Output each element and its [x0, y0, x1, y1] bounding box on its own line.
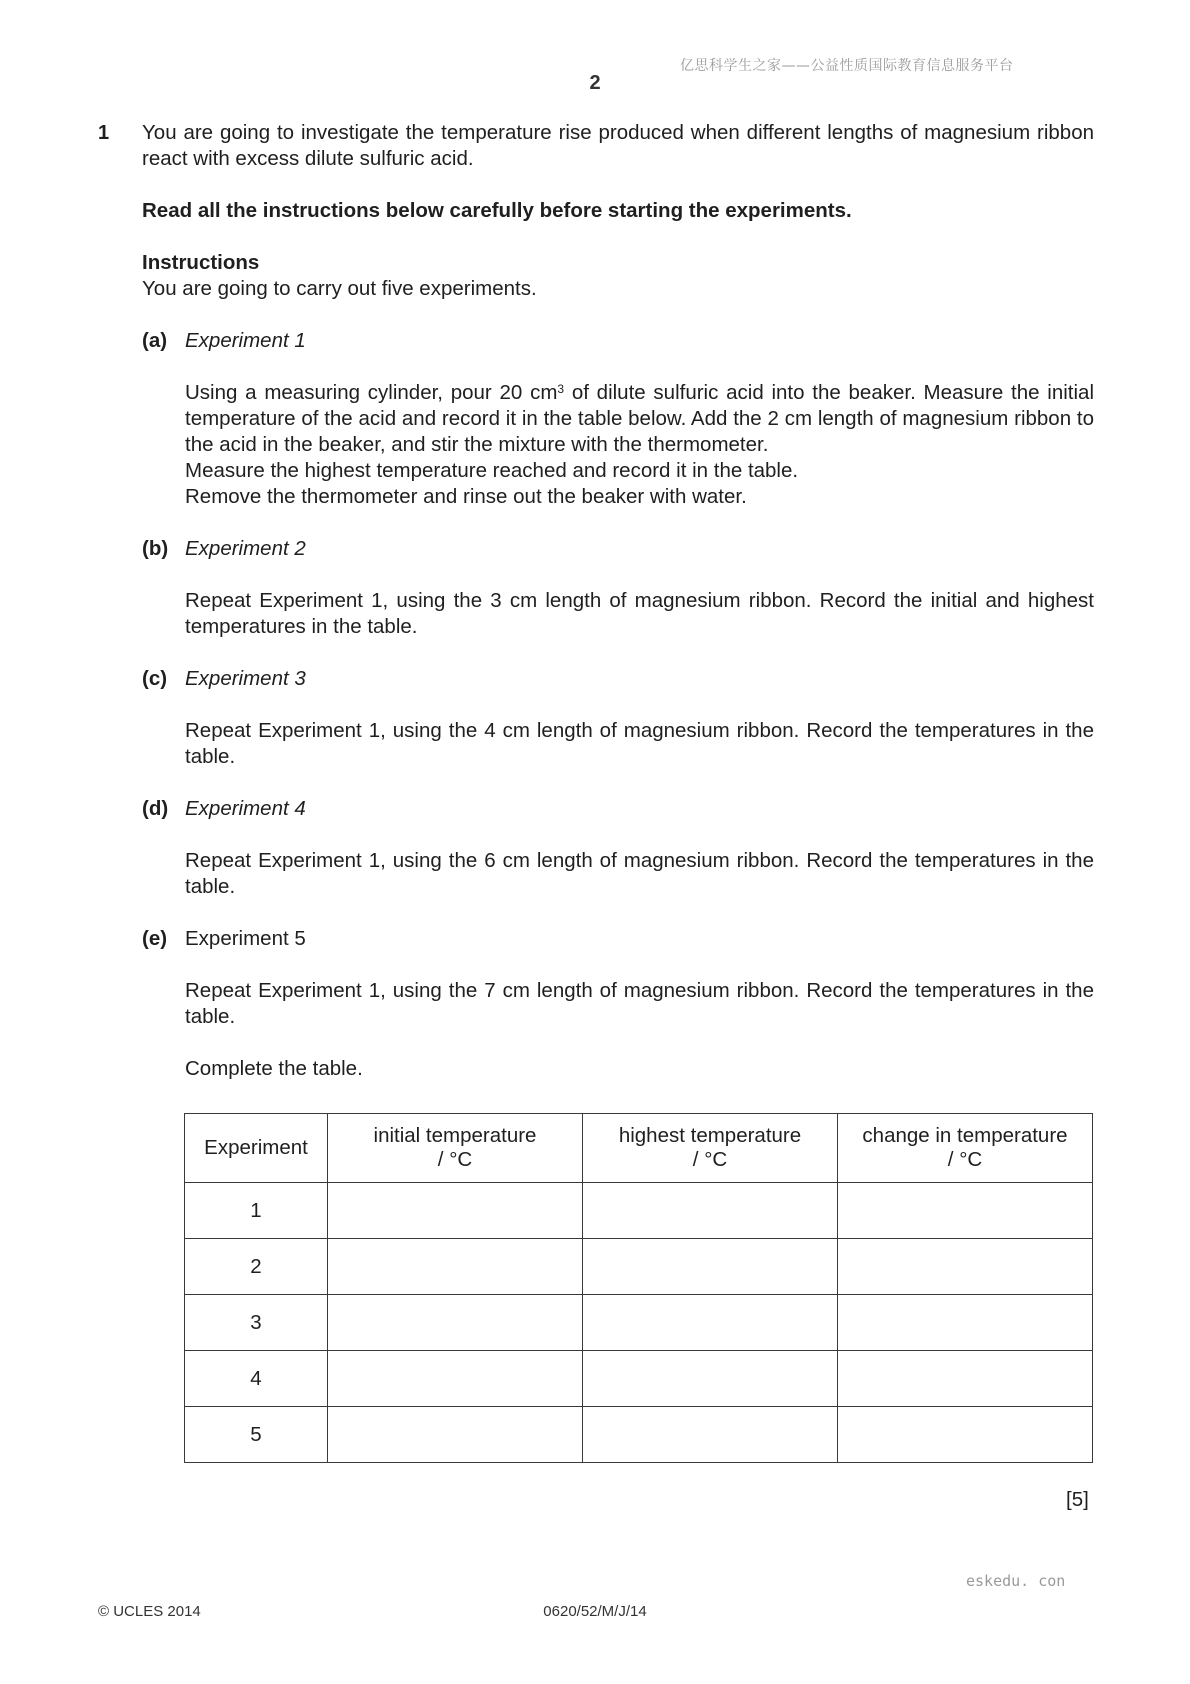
part-title: Experiment 2: [185, 537, 306, 560]
change-in-temperature-cell[interactable]: [838, 1239, 1093, 1295]
part-label: (d): [142, 797, 169, 820]
part-d-body: Repeat Experiment 1, using the 6 cm length of magnesium ribbon. Record the temperatures in the table.: [185, 849, 1094, 898]
initial-temperature-cell[interactable]: [328, 1183, 583, 1239]
part-a-paragraph: [185, 380, 1094, 458]
page-number: 2: [589, 72, 601, 94]
table-row: [185, 1295, 1093, 1351]
header-initial-temperature: [328, 1114, 583, 1183]
part-b: [142, 536, 1094, 562]
part-a-line3: Remove the thermometer and rinse out the beaker with water.: [185, 485, 747, 508]
highest-temperature-cell[interactable]: [583, 1239, 838, 1295]
question-content: [142, 120, 1094, 1082]
change-in-temperature-cell[interactable]: [838, 1295, 1093, 1351]
initial-temperature-cell[interactable]: [328, 1295, 583, 1351]
header-highest-temperature: [583, 1114, 838, 1183]
highest-temperature-cell[interactable]: [583, 1295, 838, 1351]
header-text: change in temperature: [862, 1124, 1068, 1147]
highest-temperature-cell[interactable]: [583, 1407, 838, 1463]
part-title: Experiment 5: [185, 927, 306, 950]
part-a-line1-post: of dilute sulfuric acid into the beaker. Measure the initial temperature of the acid and record it in the table below. Add the 2 cm length of magnesium ribbon to the acid in the beaker, and stir the mixture with the thermometer.: [185, 381, 1094, 456]
header-change-in-temperature: [838, 1114, 1093, 1183]
change-in-temperature-cell[interactable]: [838, 1351, 1093, 1407]
question-number: 1: [98, 122, 110, 144]
complete-prompt: Complete the table.: [185, 1057, 363, 1080]
initial-temperature-cell[interactable]: [328, 1239, 583, 1295]
initial-temperature-cell[interactable]: [328, 1407, 583, 1463]
part-title: Experiment 3: [185, 667, 306, 690]
header-unit: / °C: [692, 1148, 728, 1171]
footer-paper-code: 0620/52/M/J/14: [543, 1603, 647, 1620]
question-intro: You are going to investigate the temperature rise produced when different lengths of magnesium ribbon react with excess dilute sulfuric acid.: [142, 121, 1094, 170]
part-e: [142, 926, 1094, 952]
header-text: highest temperature: [618, 1124, 802, 1147]
table-header-row: [185, 1114, 1093, 1183]
instructions-heading: Instructions: [142, 251, 260, 274]
part-d: [142, 796, 1094, 822]
warning-text: Read all the instructions below carefully before starting the experiments.: [142, 199, 852, 222]
highest-temperature-cell[interactable]: [583, 1351, 838, 1407]
experiment-number-cell: 2: [185, 1239, 328, 1295]
table-row: [185, 1239, 1093, 1295]
table-row: [185, 1183, 1093, 1239]
results-table: [184, 1113, 1093, 1463]
part-label: (e): [142, 927, 168, 950]
header-unit: / °C: [437, 1148, 473, 1171]
header-experiment: [185, 1114, 328, 1183]
experiment-number-cell: 5: [185, 1407, 328, 1463]
part-e-body: Repeat Experiment 1, using the 7 cm length of magnesium ribbon. Record the temperatures in the table.: [185, 979, 1094, 1028]
header-unit: / °C: [947, 1148, 983, 1171]
part-label: (b): [142, 537, 169, 560]
experiment-number-cell: 3: [185, 1295, 328, 1351]
superscript-3: 3: [557, 382, 565, 396]
initial-temperature-cell[interactable]: [328, 1351, 583, 1407]
header-text: Experiment: [204, 1136, 308, 1159]
highest-temperature-cell[interactable]: [583, 1183, 838, 1239]
change-in-temperature-cell[interactable]: [838, 1183, 1093, 1239]
part-a-line2: Measure the highest temperature reached and record it in the table.: [185, 459, 799, 482]
part-c: [142, 666, 1094, 692]
header-watermark: 亿思科学生之家——公益性质国际教育信息服务平台: [680, 58, 1014, 74]
footer-copyright: © UCLES 2014: [98, 1603, 201, 1620]
part-a-line1-pre: Using a measuring cylinder, pour 20 cm: [185, 381, 558, 404]
experiment-number-cell: 1: [185, 1183, 328, 1239]
table-row: [185, 1351, 1093, 1407]
part-title: Experiment 4: [185, 797, 306, 820]
marks-allocation: [5]: [1066, 1488, 1089, 1511]
part-a-body: [142, 380, 1094, 510]
part-label: (a): [142, 329, 168, 352]
instructions-text: You are going to carry out five experiments.: [142, 277, 537, 300]
footer-watermark: eskedu. con: [966, 1572, 1066, 1590]
part-title: Experiment 1: [185, 329, 306, 352]
table-row: [185, 1407, 1093, 1463]
part-a: [142, 328, 1094, 354]
part-c-body: Repeat Experiment 1, using the 4 cm length of magnesium ribbon. Record the temperatures in the table.: [185, 719, 1094, 768]
experiment-number-cell: 4: [185, 1351, 328, 1407]
part-label: (c): [142, 667, 168, 690]
part-b-body: Repeat Experiment 1, using the 3 cm length of magnesium ribbon. Record the initial and highest temperatures in the table.: [185, 589, 1094, 638]
header-text: initial temperature: [373, 1124, 537, 1147]
change-in-temperature-cell[interactable]: [838, 1407, 1093, 1463]
